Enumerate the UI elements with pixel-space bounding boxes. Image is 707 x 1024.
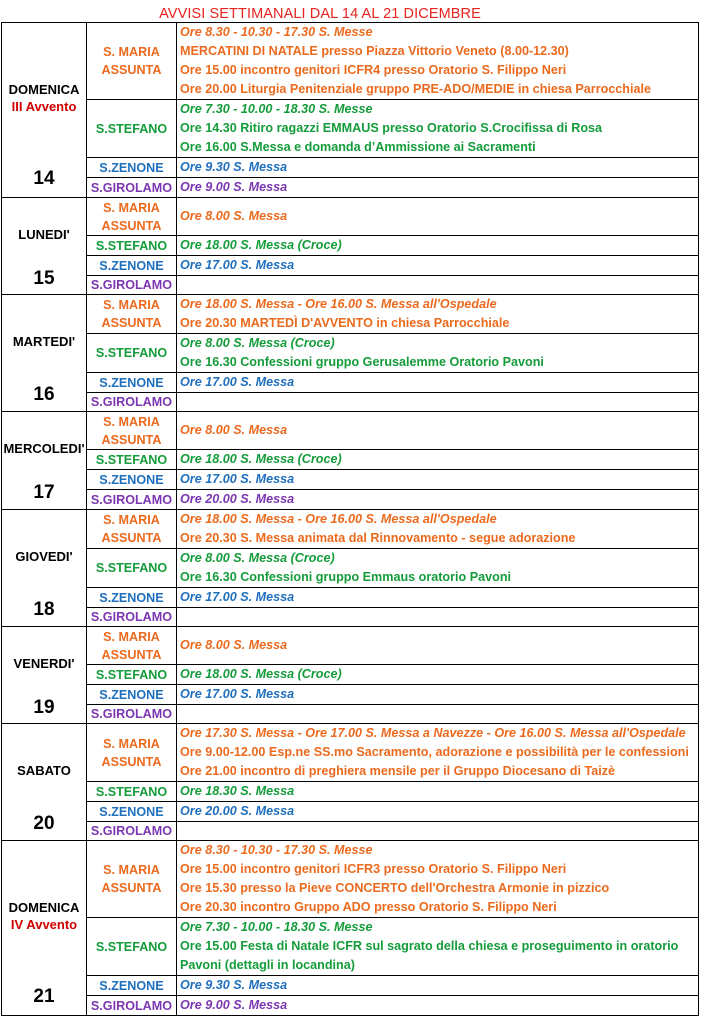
church-name-cell	[87, 705, 177, 724]
church-name: S.ZENONE	[99, 160, 164, 175]
church-name: S.STEFANO	[95, 346, 168, 360]
schedule-row	[2, 665, 699, 685]
day-cell	[2, 627, 87, 724]
schedule-row	[2, 412, 699, 450]
church-name: S.GIROLAMO	[90, 610, 173, 624]
notice-cell	[177, 450, 699, 470]
church-name: S.GIROLAMO	[90, 707, 173, 721]
day-number: 14	[33, 168, 55, 189]
notice-line: Ore 20.00 S. Messa	[180, 492, 295, 506]
day-label-group	[2, 846, 86, 1010]
schedule-row	[2, 705, 699, 724]
church-name-line: ASSUNTA	[101, 316, 162, 330]
notice-line: Ore 7.30 - 10.00 - 18.30 S. Messe	[180, 920, 373, 934]
notice-cell	[177, 782, 699, 802]
church-name-line: S. MARIA	[103, 513, 160, 527]
notice-cell	[177, 236, 699, 256]
church-name-line: ASSUNTA	[101, 881, 162, 895]
notice-line: Ore 8.00 S. Messa	[180, 638, 288, 652]
notice-line: Ore 14.30 Ritiro ragazzi EMMAUS presso Oratorio S.Crocifissa di Rosa	[180, 121, 603, 135]
notice-line: Ore 17.00 S. Messa	[180, 375, 295, 389]
notice-cell	[177, 100, 699, 158]
notice-line: Pavoni (dettagli in locandina)	[180, 958, 355, 972]
schedule-row	[2, 996, 699, 1016]
notice-line: Ore 20.30 S. Messa animata dal Rinnovamento - segue adorazione	[180, 531, 576, 545]
day-number: 16	[33, 384, 55, 405]
schedule-row	[2, 450, 699, 470]
day-label-group	[2, 298, 86, 408]
church-name-line: S. MARIA	[103, 45, 160, 59]
notice-line: Ore 8.00 S. Messa (Croce)	[180, 336, 335, 350]
church-name-cell	[87, 470, 177, 490]
notice-line: Ore 15.00 Festa di Natale ICFR sul sagrato della chiesa e proseguimento in oratorio	[180, 939, 679, 953]
notice-line: Ore 9.30 S. Messa	[180, 160, 288, 174]
church-name-cell	[87, 198, 177, 236]
notice-line: Ore 7.30 - 10.00 - 18.30 S. Messe	[180, 102, 373, 116]
day-name: MERCOLEDI'	[3, 441, 85, 456]
notice-line: MERCATINI DI NATALE presso Piazza Vittorio Veneto (8.00-12.30)	[180, 44, 569, 58]
church-name-line: ASSUNTA	[101, 647, 162, 662]
notice-line: Ore 9.00 S. Messa	[180, 998, 288, 1012]
notice-cell	[177, 510, 699, 549]
notice-cell	[177, 276, 699, 295]
day-label-group	[2, 728, 86, 837]
church-name-cell	[87, 822, 177, 841]
church-name-cell	[87, 802, 177, 822]
notice-cell	[177, 918, 699, 976]
schedule-row	[2, 470, 699, 490]
church-name: S.STEFANO	[95, 238, 168, 253]
church-name-cell	[87, 373, 177, 393]
church-name: S.ZENONE	[99, 258, 164, 273]
notice-cell	[177, 295, 699, 334]
notice-cell	[177, 841, 699, 918]
notice-line: Ore 20.00 S. Messa	[180, 804, 295, 818]
day-number: 20	[33, 812, 55, 834]
church-name: S.ZENONE	[99, 375, 164, 390]
notice-line: Ore 8.30 - 10.30 - 17.30 S. Messe	[180, 25, 373, 39]
day-name: DOMENICA	[8, 900, 80, 915]
day-liturgical-label: III Avvento	[11, 99, 77, 114]
weekly-schedule-table	[1, 22, 699, 1016]
schedule-row	[2, 295, 699, 334]
church-name-cell	[87, 996, 177, 1016]
notice-cell	[177, 822, 699, 841]
day-number: 15	[33, 267, 55, 289]
schedule-row	[2, 198, 699, 236]
notice-cell	[177, 802, 699, 822]
church-name-line: S. MARIA	[103, 736, 160, 751]
church-name: S.GIROLAMO	[90, 492, 173, 507]
church-name-cell	[87, 393, 177, 412]
notice-cell	[177, 198, 699, 236]
notice-line: Ore 9.00 S. Messa	[180, 180, 288, 194]
church-name-line: ASSUNTA	[101, 63, 162, 77]
notice-cell	[177, 627, 699, 665]
church-name-cell	[87, 256, 177, 276]
day-number: 21	[33, 986, 55, 1007]
church-name-line: ASSUNTA	[101, 754, 162, 769]
church-name-cell	[87, 412, 177, 450]
schedule-row	[2, 549, 699, 588]
church-name: S.ZENONE	[99, 590, 164, 605]
church-name: S.STEFANO	[95, 784, 168, 799]
church-name-cell	[87, 490, 177, 510]
church-name-cell	[87, 588, 177, 608]
notice-line: Ore 8.00 S. Messa	[180, 209, 288, 223]
schedule-row	[2, 588, 699, 608]
notice-cell	[177, 705, 699, 724]
church-name: S.GIROLAMO	[90, 278, 173, 292]
notice-cell	[177, 334, 699, 373]
notice-cell	[177, 412, 699, 450]
notice-line: Ore 18.00 S. Messa (Croce)	[180, 667, 342, 681]
church-name-cell	[87, 23, 177, 100]
schedule-row	[2, 782, 699, 802]
church-name-cell	[87, 976, 177, 996]
notice-cell	[177, 976, 699, 996]
church-name-cell	[87, 100, 177, 158]
notice-line: Ore 17.00 S. Messa	[180, 590, 295, 604]
day-name: LUNEDI'	[18, 226, 70, 242]
notice-cell	[177, 996, 699, 1016]
schedule-row	[2, 724, 699, 782]
church-name-cell	[87, 608, 177, 627]
notice-cell	[177, 608, 699, 627]
day-name: DOMENICA	[8, 82, 80, 97]
schedule-row	[2, 393, 699, 412]
church-name-cell	[87, 665, 177, 685]
church-name: S.GIROLAMO	[90, 395, 173, 409]
schedule-row	[2, 841, 699, 918]
church-name-cell	[87, 295, 177, 334]
schedule-row	[2, 490, 699, 510]
day-label-group	[2, 201, 86, 292]
page-title: AVVISI SETTIMANALI DAL 14 AL 21 DICEMBRE	[159, 6, 481, 22]
church-name: S.STEFANO	[95, 561, 168, 575]
schedule-row	[2, 158, 699, 178]
notice-line: Ore 15.00 incontro genitori ICFR4 presso Oratorio S. Filippo Neri	[180, 63, 567, 77]
church-name-cell	[87, 627, 177, 665]
day-name: MARTEDI'	[12, 333, 76, 349]
schedule-row	[2, 178, 699, 198]
day-number: 19	[33, 696, 55, 718]
day-number: 17	[33, 482, 55, 503]
church-name-cell	[87, 510, 177, 549]
day-cell	[2, 412, 87, 510]
notice-line: Ore 17.00 S. Messa	[180, 472, 295, 486]
notice-line: Ore 16.00 S.Messa e domanda d’Ammissione ai Sacramenti	[180, 140, 536, 154]
day-name: SABATO	[17, 762, 71, 778]
notice-line: Ore 18.00 S. Messa - Ore 16.00 S. Messa all'Ospedale	[180, 297, 497, 311]
notice-cell	[177, 393, 699, 412]
notice-line: Ore 16.30 Confessioni gruppo Gerusalemme Oratorio Pavoni	[180, 355, 544, 369]
day-cell	[2, 295, 87, 412]
day-name: VENERDI'	[13, 655, 75, 671]
notice-cell	[177, 549, 699, 588]
notice-line: Ore 8.00 S. Messa	[180, 423, 288, 437]
church-name-line: S. MARIA	[103, 298, 160, 312]
schedule-row	[2, 236, 699, 256]
notice-cell	[177, 178, 699, 198]
notice-cell	[177, 373, 699, 393]
church-name-cell	[87, 178, 177, 198]
church-name: S.GIROLAMO	[90, 824, 173, 838]
church-name-line: ASSUNTA	[101, 432, 162, 447]
notice-line: Ore 15.30 presso la Pieve CONCERTO dell'Orchestra Armonie in pizzico	[180, 881, 610, 895]
church-name-line: S. MARIA	[103, 414, 160, 429]
church-name: S.GIROLAMO	[90, 998, 173, 1013]
church-name-cell	[87, 236, 177, 256]
notice-line: Ore 8.00 S. Messa (Croce)	[180, 551, 335, 565]
notice-line: Ore 18.00 S. Messa (Croce)	[180, 452, 342, 466]
schedule-row	[2, 373, 699, 393]
day-label-group	[2, 28, 86, 192]
day-label-group	[2, 513, 86, 623]
day-cell	[2, 23, 87, 198]
schedule-row	[2, 918, 699, 976]
church-name: S.ZENONE	[99, 804, 164, 819]
church-name-cell	[87, 549, 177, 588]
day-cell	[2, 510, 87, 627]
day-cell	[2, 198, 87, 295]
church-name: S.ZENONE	[99, 472, 164, 487]
schedule-row	[2, 334, 699, 373]
church-name: S.STEFANO	[95, 939, 168, 954]
church-name-cell	[87, 918, 177, 976]
schedule-row	[2, 802, 699, 822]
notice-line: Ore 18.30 S. Messa	[180, 784, 295, 798]
notice-cell	[177, 158, 699, 178]
day-cell	[2, 724, 87, 841]
church-name-line: S. MARIA	[103, 629, 160, 644]
day-name: GIOVEDI'	[15, 548, 73, 564]
church-name-cell	[87, 841, 177, 918]
church-name: S.ZENONE	[99, 687, 164, 702]
church-name: S.ZENONE	[99, 978, 164, 993]
church-name-cell	[87, 276, 177, 295]
notice-line: Ore 21.00 incontro di preghiera mensile per il Gruppo Diocesano di Taizè	[180, 764, 616, 778]
notice-line: Ore 17.00 S. Messa	[180, 258, 295, 272]
notice-cell	[177, 724, 699, 782]
schedule-row	[2, 685, 699, 705]
church-name-line: S. MARIA	[103, 863, 160, 877]
day-label-group	[2, 630, 86, 721]
day-number: 18	[33, 599, 55, 620]
notice-line: Ore 20.30 MARTEDÌ D'AVVENTO in chiesa Parrocchiale	[180, 316, 510, 330]
notice-line: Ore 9.00-12.00 Esp.ne SS.mo Sacramento, adorazione e possibilità per le confessioni	[180, 745, 689, 759]
notice-cell	[177, 588, 699, 608]
church-name-line: ASSUNTA	[101, 531, 162, 545]
schedule-row	[2, 276, 699, 295]
notice-line: Ore 20.30 incontro Gruppo ADO presso Oratorio S. Filippo Neri	[180, 900, 557, 914]
notice-line: Ore 20.00 Liturgia Penitenziale gruppo PRE-ADO/MEDIE in chiesa Parrocchiale	[180, 82, 651, 96]
schedule-row	[2, 510, 699, 549]
day-liturgical-label: IV Avvento	[10, 917, 78, 932]
church-name-line: S. MARIA	[103, 200, 160, 215]
notice-line: Ore 17.00 S. Messa	[180, 687, 295, 701]
notice-line: Ore 18.00 S. Messa (Croce)	[180, 238, 342, 252]
notice-line: Ore 15.00 incontro genitori ICFR3 presso Oratorio S. Filippo Neri	[180, 862, 567, 876]
schedule-row	[2, 976, 699, 996]
notice-line: Ore 8.30 - 10.30 - 17.30 S. Messe	[180, 843, 373, 857]
church-name-cell	[87, 158, 177, 178]
church-name-cell	[87, 724, 177, 782]
church-name: S.STEFANO	[95, 452, 168, 467]
notice-cell	[177, 470, 699, 490]
schedule-row	[2, 822, 699, 841]
notice-cell	[177, 23, 699, 100]
church-name: S.STEFANO	[95, 667, 168, 682]
schedule-row	[2, 608, 699, 627]
notice-line: Ore 18.00 S. Messa - Ore 16.00 S. Messa all'Ospedale	[180, 512, 497, 526]
church-name-cell	[87, 782, 177, 802]
notice-cell	[177, 256, 699, 276]
day-label-group	[2, 415, 86, 506]
notice-cell	[177, 665, 699, 685]
notice-line: Ore 17.30 S. Messa - Ore 17.00 S. Messa a Navezze - Ore 16.00 S. Messa all'Ospedale	[180, 726, 686, 740]
notice-line: Ore 16.30 Confessioni gruppo Emmaus oratorio Pavoni	[180, 570, 512, 584]
schedule-row	[2, 100, 699, 158]
schedule-row	[2, 23, 699, 100]
schedule-row	[2, 627, 699, 665]
church-name-cell	[87, 334, 177, 373]
notice-line: Ore 9.30 S. Messa	[180, 978, 288, 992]
church-name: S.STEFANO	[95, 121, 168, 136]
schedule-row	[2, 256, 699, 276]
church-name: S.GIROLAMO	[90, 180, 173, 195]
church-name-cell	[87, 685, 177, 705]
notice-cell	[177, 490, 699, 510]
church-name-cell	[87, 450, 177, 470]
notice-cell	[177, 685, 699, 705]
day-cell	[2, 841, 87, 1016]
church-name-line: ASSUNTA	[101, 218, 162, 233]
